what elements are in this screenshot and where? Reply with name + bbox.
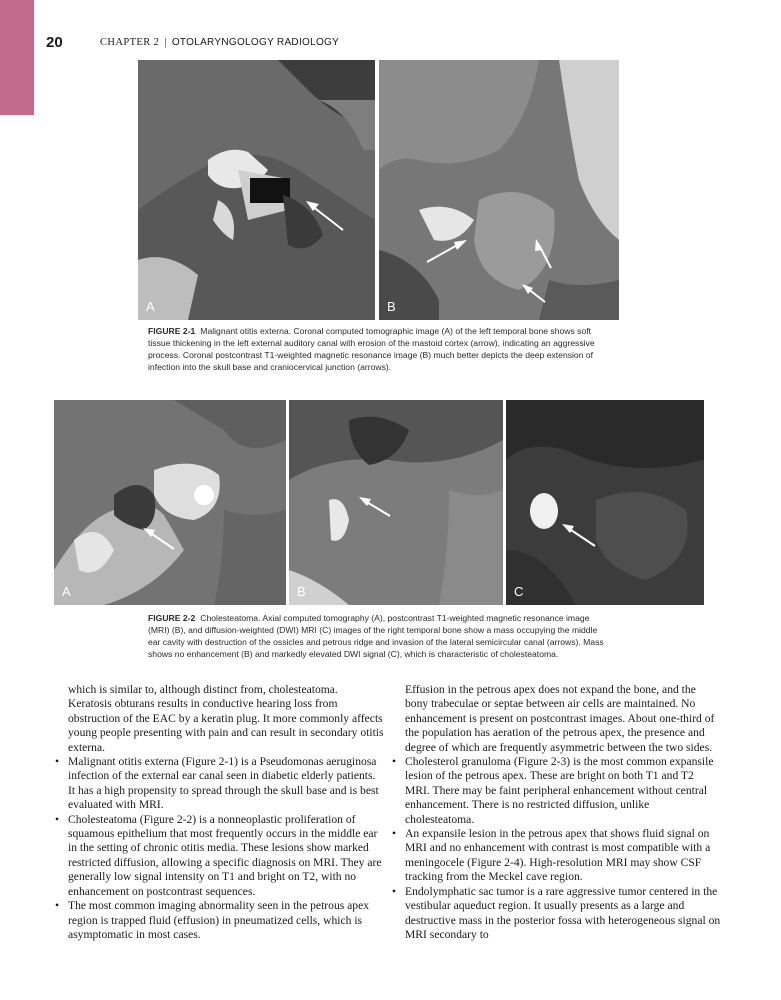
figure-2-1-panel-b <box>379 60 619 320</box>
mri-axial-t1-image <box>289 400 503 605</box>
panel-label-b: B <box>387 299 396 314</box>
figure-2-2-panel-a <box>54 400 286 605</box>
figure-2-2-label: FIGURE 2-2 <box>148 613 196 623</box>
chapter-color-tab <box>0 0 34 115</box>
section-title: OTOLARYNGOLOGY RADIOLOGY <box>171 37 340 48</box>
figure-2-2-caption-text: Cholesteatoma. Axial computed tomography (A), postcontrast T1-weighted magnetic resonance image (MRI) (B), and diffusion-weighted (DWI) MRI (C) images of the right temporal bone show a mass occupying the middle ear cavity with destruction of the ossicles and petrous ridge and invasion of the lateral semicircular canal (arrows). Mass shows no enhancement (B) and markedly elevated DWI signal (C), which is characteristic of cholesteatoma. <box>148 613 604 659</box>
panel-label-b: B <box>297 584 306 599</box>
figure-2-2-panel-b <box>289 400 503 605</box>
figure-2-1-panel-a <box>138 60 375 320</box>
list-item: • Endolymphatic sac tumor is a rare aggressive tumor centered in the vestibular aqueduct region. It usually presents as a large and destructive mass in the posterior fossa with heterogeneous signal on MRI secondary to <box>391 885 721 943</box>
panel-label-c: C <box>514 584 524 599</box>
body-column-left <box>54 683 384 942</box>
panel-label-a: A <box>146 299 155 314</box>
figure-2-1-caption-text: Malignant otitis externa. Coronal computed tomographic image (A) of the left temporal bone shows soft tissue thickening in the left external auditory canal with erosion of the mastoid cortex (arrow), indicating an aggressive process. Coronal postcontrast T1-weighted magnetic resonance image (B) much better depicts the deep extension of infection into the skull base and craniocervical junction (arrows). <box>148 326 595 372</box>
list-item: • An expansile lesion in the petrous apex that shows fluid signal on MRI and no enhancement with contrast is most compatible with a meningocele (Figure 2-4). High-resolution MRI may show CSF tracking from the Meckel cave region. <box>391 827 721 885</box>
left-column-intro: which is similar to, although distinct from, cholesteatoma. Keratosis obturans results in conductive hearing loss from obstruction of the EAC by a keratin plug. It more commonly affects young people presenting with pain and can result in secondary otitis externa. <box>68 683 384 754</box>
ct-coronal-image <box>138 60 375 320</box>
list-item: • Cholesterol granuloma (Figure 2-3) is the most common expansile lesion of the petrous apex. These are bright on both T1 and T2 MRI. There may be faint peripheral enhancement without central enhancement. There is no restricted diffusion, unlike cholesteatoma. <box>391 755 721 827</box>
page-number: 20 <box>46 34 63 51</box>
header-separator: | <box>164 37 167 48</box>
figure-2-2-caption <box>148 612 610 660</box>
list-item: • Cholesteatoma (Figure 2-2) is a nonneoplastic proliferation of squamous epithelium that most frequently occurs in the middle ear in the setting of chronic otitis media. These lesions show marked restricted diffusion, allowing a specific diagnosis on MRI. They are generally low signal intensity on T1 and bright on T2, with no enhancement on postcontrast sequences. <box>54 813 384 899</box>
mri-dwi-image <box>506 400 704 605</box>
figure-2-1-caption <box>148 325 613 373</box>
body-column-right <box>391 683 721 942</box>
list-item: • The most common imaging abnormality seen in the petrous apex region is trapped fluid (effusion) in pneumatized cells, which is asymptomatic in most cases. <box>54 899 384 942</box>
right-bullet-list <box>391 755 721 942</box>
figure-2-2-panel-c <box>506 400 704 605</box>
mri-coronal-image <box>379 60 619 320</box>
left-bullet-list <box>54 755 384 942</box>
ct-axial-image <box>54 400 286 605</box>
chapter-label: CHAPTER 2 <box>100 37 160 48</box>
figure-2-1-label: FIGURE 2-1 <box>148 326 196 336</box>
running-head <box>100 37 339 48</box>
right-column-intro: Effusion in the petrous apex does not expand the bone, and the bony trabeculae or septae between air cells are maintained. No enhancement is present on postcontrast images. About one-third of the population has aeration of the petrous apex, the presence and degree of which are frequently asymmetric between the two sides. <box>405 683 715 754</box>
list-item: • Malignant otitis externa (Figure 2-1) is a Pseudomonas aeruginosa infection of the external ear canal seen in diabetic elderly patients. It has a high propensity to spread through the skull base and is best evaluated with MRI. <box>54 755 384 813</box>
panel-label-a: A <box>62 584 71 599</box>
